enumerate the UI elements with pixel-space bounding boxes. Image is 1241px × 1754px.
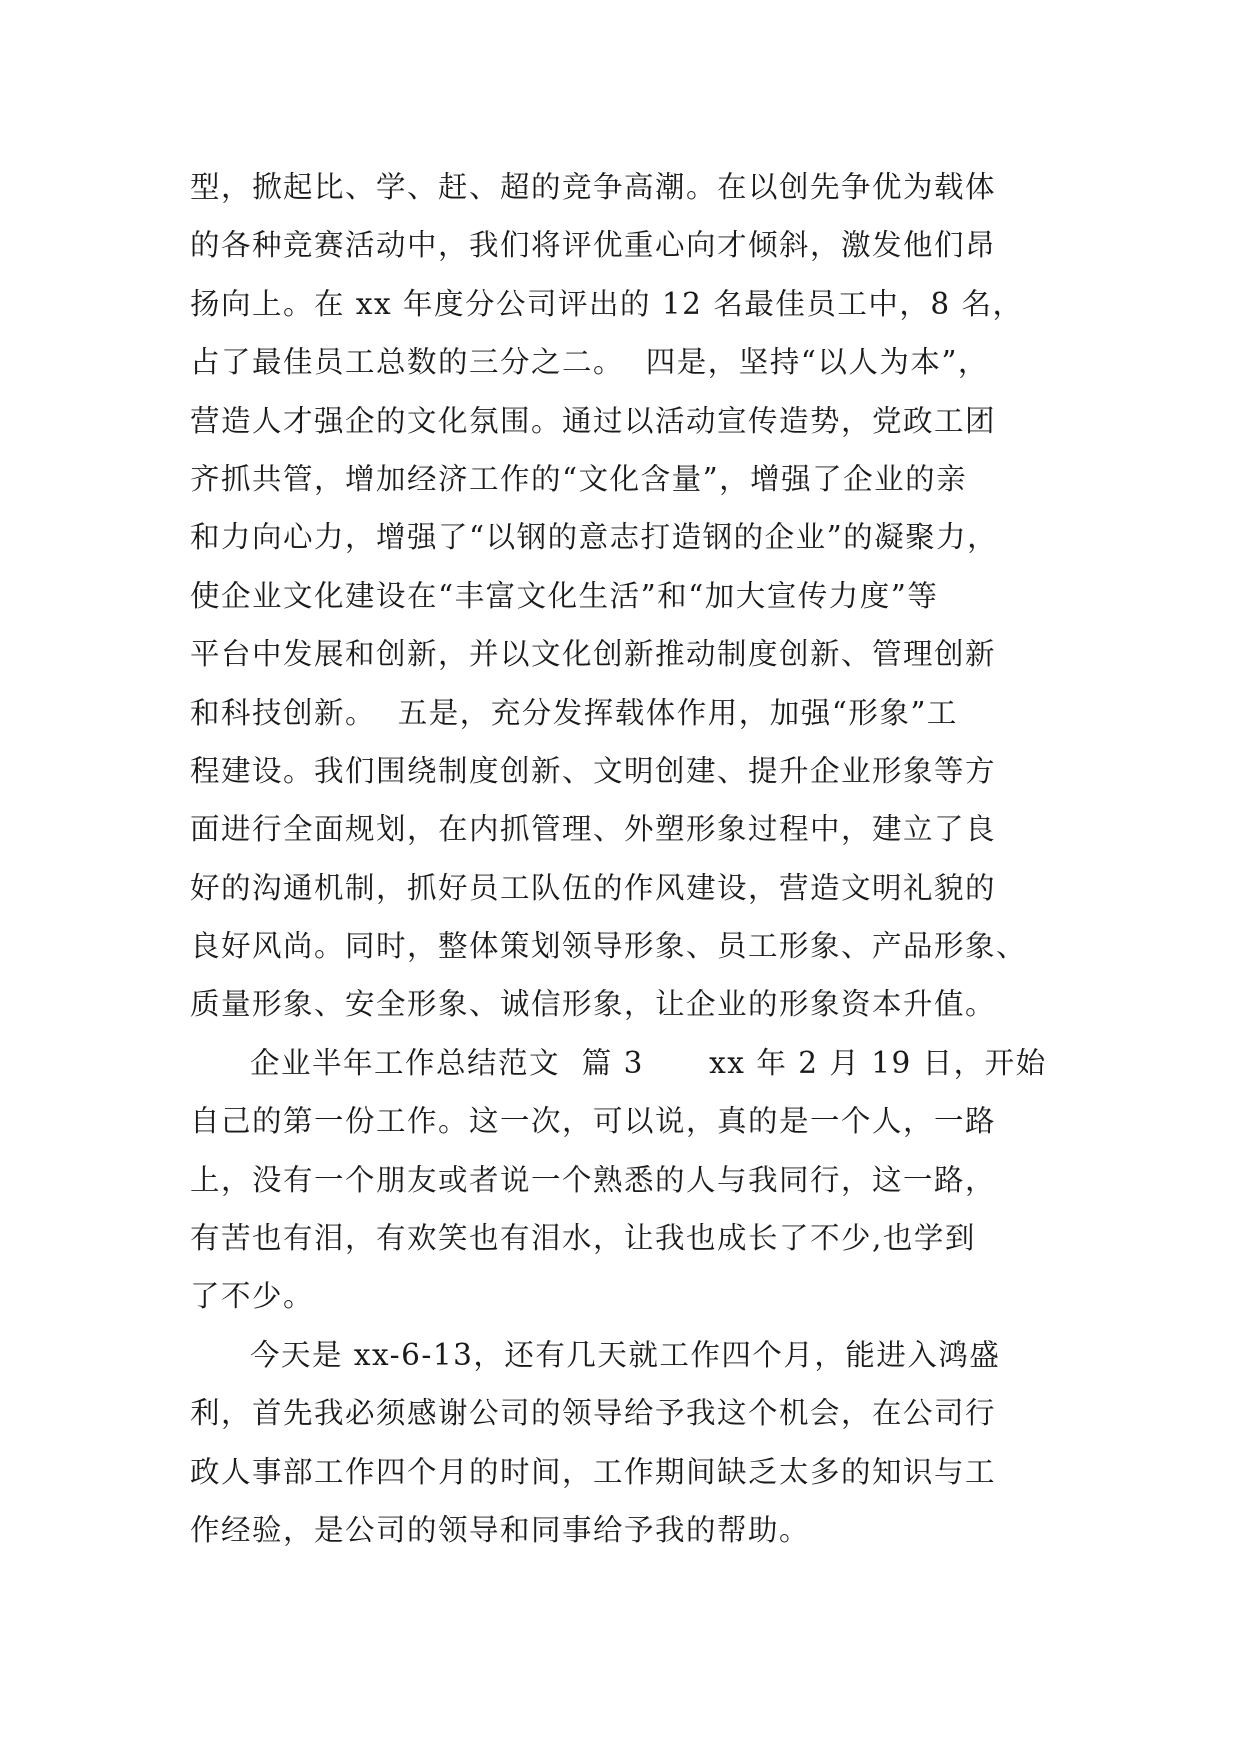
text-line: 使企业文化建设在“丰富文化生活”和“加大宣传力度”等	[190, 578, 939, 613]
text-line: 政人事部工作四个月的时间，工作期间缺乏太多的知识与工	[190, 1454, 997, 1489]
text-line: 自己的第一份工作。这一次，可以说，真的是一个人，一路	[190, 1104, 997, 1139]
text-line: 平台中发展和创新，并以文化创新推动制度创新、管理创新	[190, 637, 997, 672]
text-line: 和科技创新。 五是，充分发挥载体作用，加强“形象”工	[190, 695, 958, 730]
text-line: 的各种竞赛活动中，我们将评优重心向才倾斜，激发他们昂	[190, 228, 997, 263]
text-line: 程建设。我们围绕制度创新、文明创建、提升企业形象等方	[190, 753, 997, 788]
text-line: 有苦也有泪，有欢笑也有泪水，让我也成长了不少,也学到	[190, 1221, 976, 1256]
text-line: 良好风尚。同时，整体策划领导形象、员工形象、产品形象、	[190, 929, 1028, 964]
text-line: 和力向心力，增强了“以钢的意志打造钢的企业”的凝聚力，	[190, 520, 999, 555]
body-text	[190, 158, 1070, 1559]
text-line: 面进行全面规划，在内抓管理、外塑形象过程中，建立了良	[190, 812, 997, 847]
text-line: 型，掀起比、学、赶、超的竞争高潮。在以创先争优为载体	[190, 170, 997, 204]
text-line: 好的沟通机制，抓好员工队伍的作风建设，营造文明礼貌的	[190, 870, 997, 905]
text-line: 营造人才强企的文化氛围。通过以活动宣传造势，党政工团	[190, 403, 997, 438]
text-line: 扬向上。在 xx 年度分公司评出的 12 名最佳员工中，8 名，	[190, 286, 1024, 321]
text-line: 作经验，是公司的领导和同事给予我的帮助。	[190, 1512, 811, 1547]
section-heading-line: 企业半年工作总结范文 篇 3 xx 年 2 月 19 日，开始	[250, 1045, 1047, 1080]
paragraph-start-line: 今天是 xx-6-13，还有几天就工作四个月，能进入鸿盛	[250, 1337, 1001, 1372]
text-line: 利，首先我必须感谢公司的领导给予我这个机会，在公司行	[190, 1396, 997, 1431]
text-line: 质量形象、安全形象、诚信形象，让企业的形象资本升值。	[190, 987, 997, 1022]
text-line: 上，没有一个朋友或者说一个熟悉的人与我同行，这一路，	[190, 1162, 997, 1197]
text-line: 了不少。	[190, 1279, 315, 1314]
text-line: 占了最佳员工总数的三分之二。 四是，坚持“以人为本”，	[190, 345, 989, 380]
text-line: 齐抓共管，增加经济工作的“文化含量”，增强了企业的亲	[190, 461, 968, 496]
